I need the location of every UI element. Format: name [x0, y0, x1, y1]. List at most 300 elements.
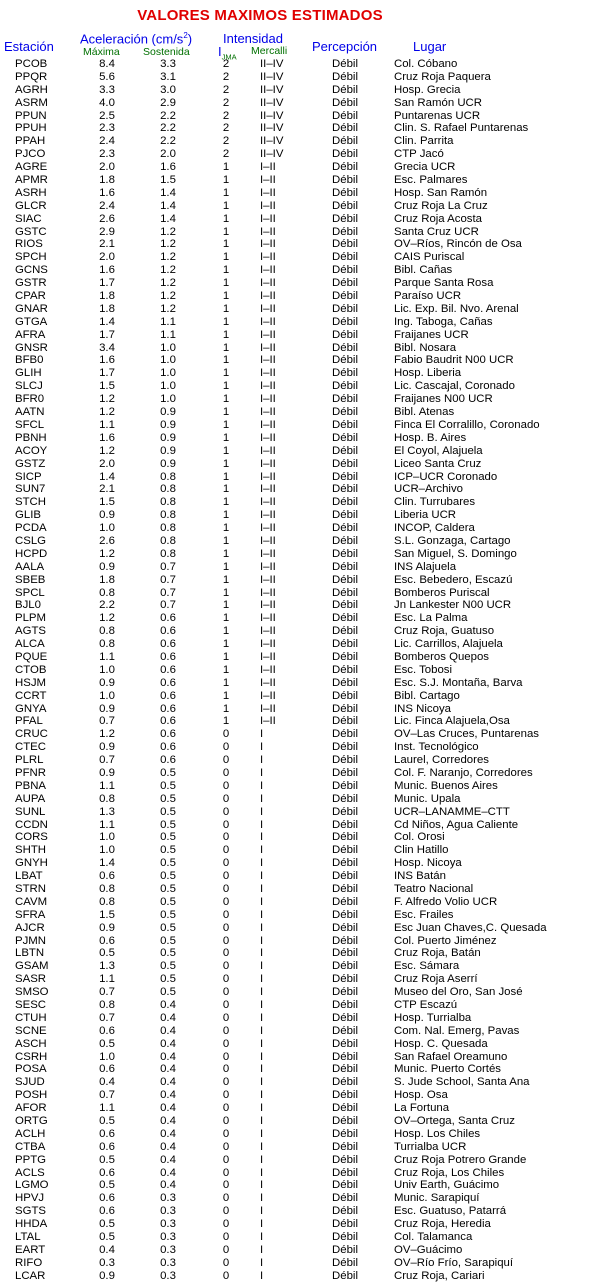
perception: Débil	[332, 251, 358, 264]
location: Turrialba UCR	[394, 1140, 467, 1153]
table-row	[0, 71, 590, 84]
location: Col. Cóbano	[394, 58, 458, 70]
ijma-intensity: 1	[222, 638, 230, 651]
ijma-intensity: 0	[222, 921, 230, 934]
mercalli-intensity: I	[260, 1076, 264, 1089]
ijma-intensity: 1	[222, 367, 230, 380]
location: Esc. Sámara	[394, 960, 460, 973]
mercalli-intensity: I	[260, 805, 264, 818]
table-row	[0, 251, 590, 264]
ijma-intensity: 0	[222, 870, 230, 883]
sustained-acceleration: 0.4	[160, 1076, 176, 1089]
station-code: RIFO	[15, 1256, 43, 1269]
perception: Débil	[332, 161, 358, 174]
perception: Débil	[332, 560, 358, 573]
perception: Débil	[332, 96, 358, 109]
ijma-intensity: 1	[222, 496, 230, 509]
table-row	[0, 535, 590, 548]
max-acceleration: 0.8	[99, 792, 115, 805]
max-acceleration: 0.7	[99, 715, 115, 728]
header-sostenida: Sostenida	[143, 46, 190, 58]
ijma-intensity: 0	[222, 766, 230, 779]
mercalli-intensity: I–II	[260, 444, 276, 457]
ijma-intensity: 1	[222, 573, 230, 586]
table-row	[0, 187, 590, 200]
table-row	[0, 329, 590, 342]
ijma-intensity: 0	[222, 805, 230, 818]
station-code: GTGA	[15, 315, 48, 328]
location: Paraíso UCR	[394, 290, 462, 303]
max-acceleration: 1.2	[99, 547, 115, 560]
max-acceleration: 1.1	[99, 818, 115, 831]
ijma-intensity: 1	[222, 522, 230, 535]
ijma-intensity: 1	[222, 689, 230, 702]
station-code: SHTH	[15, 844, 47, 857]
header-lugar: Lugar	[413, 39, 447, 54]
table-row	[0, 1270, 590, 1283]
location: CTP Escazú	[394, 999, 458, 1012]
location: Liberia UCR	[394, 509, 457, 522]
max-acceleration: 1.6	[99, 354, 115, 367]
sustained-acceleration: 0.8	[160, 509, 176, 522]
table-row	[0, 471, 590, 484]
station-code: PJMN	[15, 934, 47, 947]
station-code: SICP	[15, 470, 42, 483]
perception: Débil	[332, 831, 358, 844]
table-row	[0, 754, 590, 767]
table-row	[0, 354, 590, 367]
mercalli-intensity: I–II	[260, 547, 276, 560]
location: UCR–Archivo	[394, 483, 463, 496]
ijma-intensity: 1	[222, 328, 230, 341]
sustained-acceleration: 0.5	[160, 766, 176, 779]
ijma-intensity: 0	[222, 844, 230, 857]
ijma-intensity: 1	[222, 225, 230, 238]
max-acceleration: 1.0	[99, 522, 115, 535]
max-acceleration: 0.6	[99, 934, 115, 947]
ijma-intensity: 1	[222, 431, 230, 444]
location: Munic. Buenos Aires	[394, 779, 498, 792]
mercalli-intensity: I	[260, 1102, 264, 1115]
table-row	[0, 110, 590, 123]
ijma-intensity: 0	[222, 999, 230, 1012]
max-acceleration: 0.6	[99, 870, 115, 883]
mercalli-intensity: I–II	[260, 483, 276, 496]
perception: Débil	[332, 225, 358, 238]
perception: Débil	[332, 908, 358, 921]
sustained-acceleration: 0.8	[160, 496, 176, 509]
ijma-intensity: 2	[222, 96, 230, 109]
sustained-acceleration: 0.4	[160, 1179, 176, 1192]
header-aceleracion-text: Aceleración (cm/s	[80, 31, 184, 47]
mercalli-intensity: I	[260, 1205, 264, 1218]
max-acceleration: 1.6	[99, 431, 115, 444]
mercalli-intensity: I	[260, 1024, 264, 1037]
sustained-acceleration: 2.9	[160, 96, 176, 109]
station-code: AJCR	[15, 921, 45, 934]
table-row	[0, 728, 590, 741]
perception: Débil	[332, 277, 358, 290]
mercalli-intensity: I–II	[260, 225, 276, 238]
sustained-acceleration: 1.0	[160, 367, 176, 380]
max-acceleration: 0.8	[99, 883, 115, 895]
station-code: LBAT	[15, 870, 43, 883]
ijma-intensity: 2	[222, 58, 230, 70]
station-code: SFRA	[15, 908, 46, 921]
station-code: SUNL	[15, 805, 46, 818]
station-code: GSAM	[15, 960, 49, 973]
location: Hosp. Nicoya	[394, 857, 462, 870]
mercalli-intensity: I–II	[260, 315, 276, 328]
perception: Débil	[332, 393, 358, 406]
location: Esc. Guatuso, Patarrá	[394, 1205, 507, 1218]
max-acceleration: 0.4	[99, 1076, 115, 1089]
header-aceleracion-exponent: 2	[183, 31, 188, 40]
perception: Débil	[332, 689, 358, 702]
location: San Ramón UCR	[394, 96, 482, 109]
location: Fraijanes N00 UCR	[394, 393, 493, 406]
location: Cd Niños, Agua Caliente	[394, 818, 519, 831]
perception: Débil	[332, 1050, 358, 1063]
table-row	[0, 277, 590, 290]
station-code: SFCL	[15, 418, 45, 431]
location: Laurel, Corredores	[394, 754, 489, 767]
station-code: AGTS	[15, 625, 47, 638]
location: Fabio Baudrit N00 UCR	[394, 354, 514, 367]
table-row	[0, 483, 590, 496]
location: INS Alajuela	[394, 560, 457, 573]
ijma-intensity: 0	[222, 1153, 230, 1166]
ijma-intensity: 0	[222, 1205, 230, 1218]
ijma-intensity: 0	[222, 1192, 230, 1205]
location: Finca El Corralillo, Coronado	[394, 418, 540, 431]
table-row	[0, 1244, 590, 1257]
station-code: AALA	[15, 560, 45, 573]
table-row	[0, 174, 590, 187]
header-aceleracion-close: )	[187, 31, 193, 47]
sustained-acceleration: 0.6	[160, 650, 176, 663]
station-code: ASCH	[15, 1037, 47, 1050]
perception: Débil	[332, 1140, 358, 1153]
table-row	[0, 831, 590, 844]
station-code: PFAL	[15, 715, 43, 728]
table-row	[0, 1154, 590, 1167]
location: OV–Las Cruces, Puntarenas	[394, 728, 539, 741]
ijma-intensity: 0	[222, 986, 230, 999]
sustained-acceleration: 1.2	[160, 264, 176, 277]
max-acceleration: 2.9	[99, 225, 115, 238]
perception: Débil	[332, 1166, 358, 1179]
max-acceleration: 0.4	[99, 1243, 115, 1256]
max-acceleration: 1.8	[99, 174, 115, 187]
ijma-intensity: 0	[222, 779, 230, 792]
location: Hosp. C. Quesada	[394, 1037, 488, 1050]
ijma-intensity: 1	[222, 315, 230, 328]
max-acceleration: 0.9	[99, 509, 115, 522]
max-acceleration: 0.9	[99, 676, 115, 689]
table-row	[0, 561, 590, 574]
location: Col. Talamanca	[394, 1231, 473, 1244]
mercalli-intensity: I–II	[260, 302, 276, 315]
ijma-intensity: 1	[222, 663, 230, 676]
table-row	[0, 638, 590, 651]
location: Munic. Upala	[394, 792, 461, 805]
table-row	[0, 367, 590, 380]
station-code: GSTR	[15, 277, 47, 290]
station-code: SBEB	[15, 573, 46, 586]
perception: Débil	[332, 676, 358, 689]
table-row	[0, 690, 590, 703]
sustained-acceleration: 0.4	[160, 1153, 176, 1166]
location: Esc. Palmares	[394, 174, 468, 187]
location: S.L. Gonzaga, Cartago	[394, 534, 511, 547]
ijma-intensity: 0	[222, 895, 230, 908]
max-acceleration: 1.7	[99, 367, 115, 380]
mercalli-intensity: I	[260, 831, 264, 844]
ijma-intensity: 1	[222, 702, 230, 715]
station-code: PCOB	[15, 58, 48, 70]
station-code: CORS	[15, 831, 48, 844]
station-code: PJCO	[15, 148, 46, 161]
mercalli-intensity: I–II	[260, 328, 276, 341]
ijma-intensity: 1	[222, 161, 230, 174]
table-row	[0, 612, 590, 625]
perception: Débil	[332, 148, 358, 161]
mercalli-intensity: I	[260, 754, 264, 767]
perception: Débil	[332, 1102, 358, 1115]
mercalli-intensity: II–IV	[260, 83, 284, 96]
table-row	[0, 97, 590, 110]
ijma-intensity: 1	[222, 509, 230, 522]
table-row	[0, 922, 590, 935]
perception: Débil	[332, 1011, 358, 1024]
sustained-acceleration: 0.4	[160, 1102, 176, 1115]
station-code: SPCH	[15, 251, 47, 264]
sustained-acceleration: 0.6	[160, 638, 176, 651]
sustained-acceleration: 3.0	[160, 83, 176, 96]
perception: Débil	[332, 264, 358, 277]
mercalli-intensity: I–II	[260, 650, 276, 663]
perception: Débil	[332, 406, 358, 419]
mercalli-intensity: I	[260, 844, 264, 857]
perception: Débil	[332, 380, 358, 393]
ijma-intensity: 1	[222, 277, 230, 290]
max-acceleration: 0.8	[99, 638, 115, 651]
mercalli-intensity: I	[260, 818, 264, 831]
table-row	[0, 625, 590, 638]
station-code: GCNS	[15, 264, 48, 277]
station-code: CTEC	[15, 741, 47, 754]
max-acceleration: 1.8	[99, 573, 115, 586]
mercalli-intensity: I–II	[260, 586, 276, 599]
location: Clin. S. Rafael Puntarenas	[394, 122, 529, 135]
location: Esc. Frailes	[394, 908, 454, 921]
max-acceleration: 2.0	[99, 161, 115, 174]
mercalli-intensity: I	[260, 934, 264, 947]
perception: Débil	[332, 792, 358, 805]
mercalli-intensity: I–II	[260, 612, 276, 625]
max-acceleration: 2.6	[99, 212, 115, 225]
table-row	[0, 509, 590, 522]
table-row	[0, 819, 590, 832]
ijma-intensity: 1	[222, 560, 230, 573]
mercalli-intensity: I	[260, 921, 264, 934]
mercalli-intensity: II–IV	[260, 109, 284, 122]
ijma-intensity: 0	[222, 1011, 230, 1024]
mercalli-intensity: I	[260, 1050, 264, 1063]
perception: Débil	[332, 1089, 358, 1102]
sustained-acceleration: 0.9	[160, 457, 176, 470]
mercalli-intensity: I	[260, 1063, 264, 1076]
max-acceleration: 0.8	[99, 586, 115, 599]
sustained-acceleration: 0.6	[160, 702, 176, 715]
location: Esc Juan Chaves,C. Quesada	[394, 921, 547, 934]
mercalli-intensity: II–IV	[260, 70, 284, 83]
perception: Débil	[332, 1256, 358, 1269]
perception: Débil	[332, 341, 358, 354]
table-row	[0, 587, 590, 600]
max-acceleration: 1.2	[99, 728, 115, 741]
mercalli-intensity: I	[260, 741, 264, 754]
mercalli-intensity: I–II	[260, 277, 276, 290]
ijma-intensity: 0	[222, 1218, 230, 1231]
sustained-acceleration: 0.6	[160, 625, 176, 638]
perception: Débil	[332, 1243, 358, 1256]
table-row	[0, 548, 590, 561]
sustained-acceleration: 0.6	[160, 754, 176, 767]
sustained-acceleration: 0.5	[160, 870, 176, 883]
station-code: SGTS	[15, 1205, 47, 1218]
location: La Fortuna	[394, 1102, 450, 1115]
location: Hosp. Grecia	[394, 83, 461, 96]
sustained-acceleration: 0.8	[160, 534, 176, 547]
mercalli-intensity: I	[260, 999, 264, 1012]
table-row	[0, 380, 590, 393]
sustained-acceleration: 0.4	[160, 1024, 176, 1037]
location: Cruz Roja Aserrí	[394, 973, 478, 986]
station-code: GLIB	[15, 509, 41, 522]
location: Cruz Roja, Cariari	[394, 1269, 485, 1282]
perception: Débil	[332, 625, 358, 638]
mercalli-intensity: II–IV	[260, 148, 284, 161]
table-row	[0, 844, 590, 857]
table-row	[0, 458, 590, 471]
perception: Débil	[332, 431, 358, 444]
ijma-intensity: 1	[222, 534, 230, 547]
table-row	[0, 1025, 590, 1038]
station-code: AUPA	[15, 792, 46, 805]
perception: Débil	[332, 509, 358, 522]
sustained-acceleration: 0.3	[160, 1231, 176, 1244]
location: Cruz Roja, Heredia	[394, 1218, 491, 1231]
ijma-intensity: 1	[222, 650, 230, 663]
mercalli-intensity: I	[260, 1179, 264, 1192]
perception: Débil	[332, 973, 358, 986]
station-code: GLIH	[15, 367, 42, 380]
mercalli-intensity: I	[260, 908, 264, 921]
station-code: STRN	[15, 883, 47, 895]
mercalli-intensity: I–II	[260, 418, 276, 431]
mercalli-intensity: I–II	[260, 689, 276, 702]
max-acceleration: 1.0	[99, 1050, 115, 1063]
location: Bomberos Quepos	[394, 650, 489, 663]
mercalli-intensity: II–IV	[260, 135, 284, 148]
perception: Débil	[332, 818, 358, 831]
mercalli-intensity: I–II	[260, 367, 276, 380]
station-code: PFNR	[15, 766, 47, 779]
perception: Débil	[332, 895, 358, 908]
ijma-intensity: 1	[222, 238, 230, 251]
max-acceleration: 0.7	[99, 1089, 115, 1102]
page-title: VALORES MAXIMOS ESTIMADOS	[137, 7, 383, 24]
table-row	[0, 264, 590, 277]
location: OV–Ríos, Rincón de Osa	[394, 238, 522, 251]
station-code: ACOY	[15, 444, 48, 457]
sustained-acceleration: 3.3	[160, 58, 176, 70]
location: Parque Santa Rosa	[394, 277, 494, 290]
max-acceleration: 0.6	[99, 1063, 115, 1076]
station-code: LBTN	[15, 947, 45, 960]
table-row	[0, 651, 590, 664]
ijma-intensity: 1	[222, 174, 230, 187]
ijma-intensity: 0	[222, 1179, 230, 1192]
location: Inst. Tecnológico	[394, 741, 479, 754]
table-row	[0, 973, 590, 986]
ijma-intensity: 0	[222, 1076, 230, 1089]
location: Univ Earth, Guácimo	[394, 1179, 500, 1192]
table-row	[0, 664, 590, 677]
header-intensidad: Intensidad	[223, 31, 283, 46]
sustained-acceleration: 0.4	[160, 1011, 176, 1024]
ijma-intensity: 0	[222, 831, 230, 844]
mercalli-intensity: I	[260, 1256, 264, 1269]
max-acceleration: 0.9	[99, 741, 115, 754]
ijma-intensity: 1	[222, 354, 230, 367]
location: Cruz Roja, Guatuso	[394, 625, 495, 638]
table-row	[0, 342, 590, 355]
header-maxima: Máxima	[83, 46, 120, 58]
perception: Débil	[332, 612, 358, 625]
ijma-intensity: 1	[222, 264, 230, 277]
table-row	[0, 999, 590, 1012]
station-code: AFRA	[15, 328, 46, 341]
station-code: PLRL	[15, 754, 44, 767]
perception: Débil	[332, 367, 358, 380]
sustained-acceleration: 1.0	[160, 354, 176, 367]
station-code: SIAC	[15, 212, 42, 225]
sustained-acceleration: 1.2	[160, 302, 176, 315]
location: Hosp. B. Aires	[394, 431, 467, 444]
max-acceleration: 1.1	[99, 650, 115, 663]
perception: Débil	[332, 586, 358, 599]
perception: Débil	[332, 779, 358, 792]
max-acceleration: 0.9	[99, 766, 115, 779]
location: OV–Ortega, Santa Cruz	[394, 1115, 515, 1128]
station-code: PBNH	[15, 431, 47, 444]
ijma-intensity: 0	[222, 792, 230, 805]
perception: Débil	[332, 354, 358, 367]
location: Cruz Roja La Cruz	[394, 199, 488, 212]
table-row	[0, 303, 590, 316]
max-acceleration: 2.2	[99, 599, 115, 612]
table-row	[0, 496, 590, 509]
location: Cruz Roja, Los Chiles	[394, 1166, 505, 1179]
station-code: PPUH	[15, 122, 47, 135]
sustained-acceleration: 0.7	[160, 573, 176, 586]
ijma-intensity: 1	[222, 715, 230, 728]
ijma-intensity: 0	[222, 1243, 230, 1256]
table-row	[0, 767, 590, 780]
